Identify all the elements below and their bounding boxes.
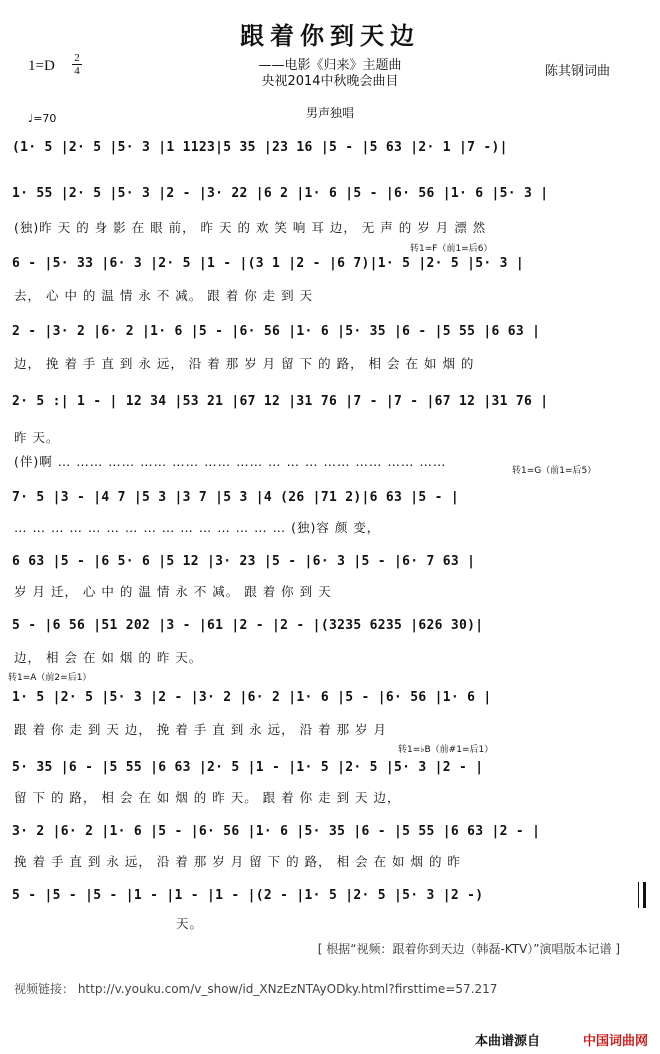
final-barline [638, 882, 646, 908]
lyric-line-12: 天。 [176, 916, 204, 931]
lyric-line-5: (伴)啊 … …… …… …… …… …… …… … … … …… …… …… …… [14, 454, 447, 469]
time-signature-bottom: 4 [74, 65, 80, 77]
lyric-line-8: 边， 相 会 在 如 烟 的 昨 天。 [14, 650, 203, 665]
score-line-9: 1· 5 |2· 5 |5· 3 |2 - |3· 2 |6· 2 |1· 6 |5 - |6· 56 |1· 6 | [12, 690, 492, 705]
score-line-11: 3· 2 |6· 2 |1· 6 |5 - |6· 56 |1· 6 |5· 35 |6 - |5 55 |6 63 |2 - | [12, 824, 541, 839]
score-line-12: 5 - |5 - |5 - |1 - |1 - |1 - |(2 - |1· 5 |2· 5 |5· 3 |2 -) [12, 888, 484, 903]
lyric-line-9: 跟 着 你 走 到 天 边， 挽 着 手 直 到 永 远， 沿 着 那 岁 月 [14, 722, 388, 737]
source-note: [ 根据“视频：跟着你到天边（韩磊-KTV）”演唱版本记谱 ] [317, 942, 620, 956]
lyric-line-1: (独)昨 天 的 身 影 在 眼 前， 昨 天 的 欢 笑 响 耳 边， 无 声 的 岁 月 漂 然 [14, 220, 487, 235]
modulation-bflat: 转1=♭B（前#1=后1） [398, 745, 494, 755]
lyric-line-6: … … … … … … … … … … … … … … … (独)容 颜 变， [14, 520, 381, 535]
tempo-marking: ♩=70 [28, 112, 57, 125]
subtitle-film: ——电影《归来》主题曲 [258, 58, 402, 73]
lyric-line-3: 边， 挽 着 手 直 到 永 远， 沿 着 那 岁 月 留 下 的 路， 相 会 在 如 烟 的 [14, 356, 475, 371]
score-line-8: 5 - |6 56 |51 202 |3 - |61 |2 - |2 - |(3235 6235 |626 30)| [12, 618, 484, 633]
composer-credit: 陈其钢词曲 [544, 64, 610, 79]
score-line-6: 7· 5 |3 - |4 7 |5 3 |3 7 |5 3 |4 (26 |71 2)|6 63 |5 - | [12, 490, 459, 505]
lyric-line-11: 挽 着 手 直 到 永 远， 沿 着 那 岁 月 留 下 的 路， 相 会 在 如 烟 的 昨 [14, 854, 461, 869]
subtitle-gala: 央视2014中秋晚会曲目 [261, 74, 399, 89]
score-line-10: 5· 35 |6 - |5 55 |6 63 |2· 5 |1 - |1· 5 |2· 5 |5· 3 |2 - | [12, 760, 484, 775]
lyric-line-4: 昨 天。 [14, 430, 60, 445]
time-signature-top: 2 [74, 52, 80, 64]
site-label: 本曲谱源自 [474, 1034, 540, 1049]
key-signature: 1=D [28, 58, 55, 74]
song-title: 跟着你到天边 [240, 21, 420, 50]
lyric-line-7: 岁 月 迁， 心 中 的 温 情 永 不 减。 跟 着 你 到 天 [14, 584, 332, 599]
score-line-1: (1· 5 |2· 5 |5· 3 |1 1123|5 35 |23 16 |5 - |5 63 |2· 1 |7 -)| [12, 140, 508, 155]
score-line-5: 2· 5 :| 1 - | 12 34 |53 21 |67 12 |31 76 |7 - |7 - |67 12 |31 76 | [12, 394, 549, 409]
lyric-line-10: 留 下 的 路， 相 会 在 如 烟 的 昨 天。 跟 着 你 走 到 天 边， [14, 790, 401, 805]
site-name[interactable]: 中国词曲网 [582, 1034, 648, 1049]
score-line-7: 6 63 |5 - |6 5· 6 |5 12 |3· 23 |5 - |6· 3 |5 - |6· 7 63 | [12, 554, 476, 569]
modulation-a: 转1=A（前2=后1） [8, 673, 92, 683]
modulation-g: 转1=G（前1=后5） [512, 466, 597, 476]
score-line-4: 2 - |3· 2 |6· 2 |1· 6 |5 - |6· 56 |1· 6 |5· 35 |6 - |5 55 |6 63 | [12, 324, 541, 339]
modulation-f: 转1=F（前1=后6） [410, 244, 493, 254]
score-line-2: 1· 55 |2· 5 |5· 3 |2 - |3· 22 |6 2 |1· 6 |5 - |6· 56 |1· 6 |5· 3 | [12, 186, 549, 201]
lyric-line-2: 去， 心 中 的 温 情 永 不 减。 跟 着 你 走 到 天 [14, 288, 314, 303]
score-line-3: 6 - |5· 33 |6· 3 |2· 5 |1 - |(3 1 |2 - |6 7)|1· 5 |2· 5 |5· 3 | [12, 256, 524, 271]
video-link[interactable]: 视频链接： http://v.youku.com/v_show/id_XNzEzNTAyODky.html?firsttime=57.217 [14, 982, 498, 996]
performer-type: 男声独唱 [305, 106, 354, 120]
